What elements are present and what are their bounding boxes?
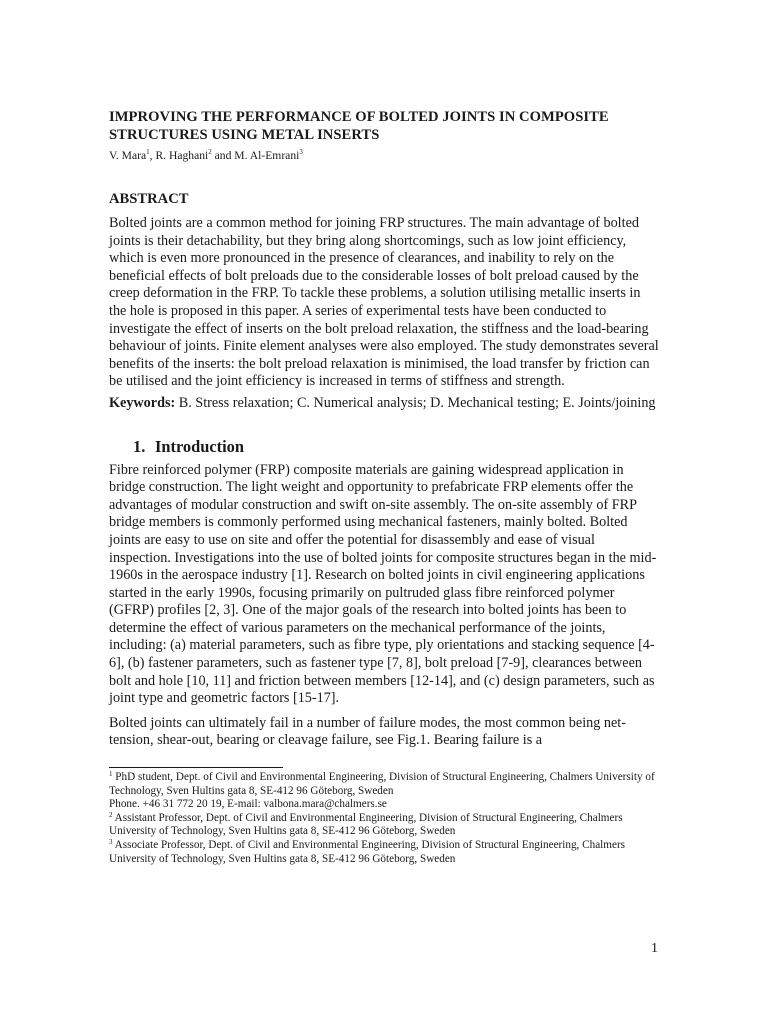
author-name: M. Al-Emrani	[234, 149, 300, 162]
footnote	[109, 812, 659, 839]
footnote-contact: Phone. +46 31 772 20 19, E-mail: valbona.mara@chalmers.se	[109, 798, 387, 811]
author-name: R. Haghani	[155, 149, 209, 162]
keywords-label: Keywords:	[109, 394, 176, 411]
footnote-text: Assistant Professor, Dept. of Civil and Environmental Engineering, Division of Structural Engineering, Chalmers University of Technology, Sven Hultins gata 8, SE-412 96 Göteborg, Sweden	[109, 811, 623, 838]
page-number: 1	[651, 941, 658, 956]
author-footnote-mark: 2	[208, 148, 212, 156]
footnote	[109, 839, 659, 866]
footnotes	[109, 771, 659, 866]
section-heading	[109, 437, 659, 457]
footnote-divider	[109, 767, 283, 768]
footnote-text: Associate Professor, Dept. of Civil and Environmental Engineering, Division of Structural Engineering, Chalmers University of Technology, Sven Hultins gata 8, SE-412 96 Göteborg, Sweden	[109, 839, 626, 865]
section-number: 1.	[133, 436, 146, 456]
author-name: V. Mara	[109, 149, 147, 162]
footnote-text: PhD student, Dept. of Civil and Environmental Engineering, Division of Structural Engineering, Chalmers University of Technology, Sven Hultins gata 8, SE-412 96 Göteborg, Sweden	[109, 771, 655, 797]
author-footnote-mark: 1	[146, 148, 150, 156]
footnote-mark: 1	[109, 770, 113, 779]
keywords-text: B. Stress relaxation; C. Numerical analysis; D. Mechanical testing; E. Joints/joining	[175, 394, 656, 411]
footnote-mark: 3	[109, 838, 113, 846]
keywords	[109, 395, 659, 413]
paper-page	[109, 108, 659, 866]
abstract-heading: ABSTRACT	[109, 191, 189, 207]
paper-title: IMPROVING THE PERFORMANCE OF BOLTED JOINTS IN COMPOSITE STRUCTURES USING METAL INSERTS	[109, 109, 609, 143]
section-title: Introduction	[155, 436, 244, 456]
body-paragraph: Fibre reinforced polymer (FRP) composite materials are gaining widespread application in bridge construction. The light weight and opportunity to prefabricate FRP elements offer the advantages of modular construction and swift on-site assembly. The on-site assembly of FRP bridge members is commonly performed using mechanical fasteners, mainly bolted. Bolted joints are easy to use on site and offer the potential for disassembly and ease of visual inspection. Investigations into the use of bolted joints for composite structures began in the mid-1960s in the aerospace industry [1]. Research on bolted joints in civil engineering applications started in the early 1990s, focusing primarily on pultruded glass fibre reinforced polymer (GFRP) profiles [2, 3]. One of the major goals of the research into bolted joints has been to determine the effect of various parameters on the mechanical performance of the joints, including: (a) material parameters, such as fibre type, ply orientations and stacking sequence [4-6], (b) fastener parameters, such as fastener type [7, 8], bolt preload [7-9], clearances between bolt and hole [10, 11] and friction between members [12-14], and (c) design parameters, such as joint type and geometric factors [15-17].	[109, 461, 657, 707]
author-line	[109, 148, 659, 163]
author-separator: and	[211, 149, 235, 162]
author-footnote-mark: 3	[299, 148, 303, 156]
author-separator: ,	[149, 149, 156, 162]
abstract-text: Bolted joints are a common method for joining FRP structures. The main advantage of bolted joints is their detachability, but they bring along shortcomings, such as low joint efficiency, which is even more pronounced in the presence of clearances, and inability to rely on the beneficial effects of bolt preloads due to the considerable losses of bolt preload caused by the creep deformation in the FRP. To tackle these problems, a solution utilising metallic inserts in the hole is proposed in this paper. A series of experimental tests have been conducted to investigate the effect of inserts on the bolt preload relaxation, the stiffness and the load-bearing behaviour of joints. Finite element analyses were also employed. The study demonstrates several benefits of the inserts: the bolt preload relaxation is minimised, the load transfer by friction can be utilised and the joint efficiency is increased in terms of stiffness and strength.	[109, 215, 659, 390]
footnote-mark: 2	[109, 810, 113, 819]
footnote	[109, 771, 659, 812]
body-paragraph: Bolted joints can ultimately fail in a number of failure modes, the most common being net-tension, shear-out, bearing or cleavage failure, see Fig.1. Bearing failure is a	[109, 714, 626, 749]
